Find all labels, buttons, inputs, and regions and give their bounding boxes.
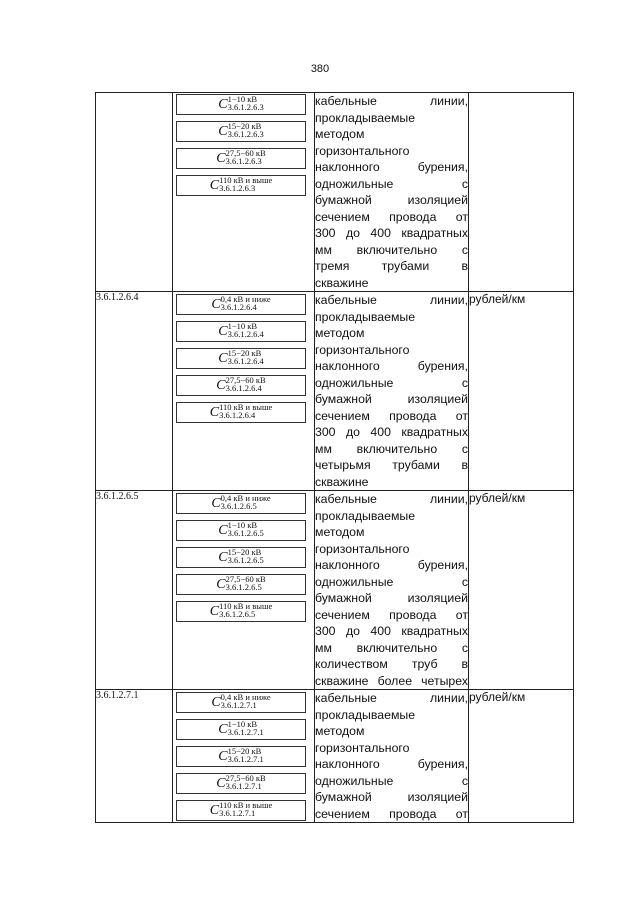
description-line: одножильные с [315,773,468,788]
rate-symbol [176,574,306,595]
rate-symbol-index: 3.6.1.2.6.4 [220,301,257,312]
description-line: одножильные с [315,574,468,589]
rate-symbol-letter: C [218,550,228,565]
table-row [96,93,574,292]
rate-symbol [176,294,306,315]
rate-symbol-voltage: 110 кВ и выше [219,601,273,611]
rate-symbol-letter: C [216,577,226,592]
description-line: 300 до 400 квадратных [315,425,468,439]
description-line: горизонтального [315,541,410,556]
rate-symbol-index: 3.6.1.2.7.1 [227,753,264,764]
unit-of-measure: рублей/км [469,690,574,823]
tariff-table [95,92,574,823]
description-line: скважине [315,275,369,290]
rate-symbol [176,692,306,713]
rate-symbol-letter: C [211,695,221,710]
rate-symbol-voltage: 1−10 кВ [227,520,258,530]
rate-symbol [176,547,306,568]
description-line: прокладываемые [315,110,416,125]
description-line: бумажной изоляцией [315,591,468,605]
rate-symbol-index: 3.6.1.2.6.3 [225,155,262,166]
rate-symbol [176,746,306,767]
description-line: бумажной изоляцией [315,193,468,207]
rate-symbol-voltage: 15−20 кВ [227,121,262,131]
description-line: одножильные с [315,375,468,390]
description-line: наклонного бурения, [315,558,468,572]
rate-symbol-letter: C [209,405,220,420]
description-line: скважине более четырех [315,673,468,688]
rate-symbol-voltage: 15−20 кВ [227,746,262,756]
rate-symbol [176,601,306,622]
description-line: сечением провода от [315,806,468,821]
description-cell [315,491,469,690]
rate-symbol-voltage: 0,4 кВ и ниже [220,493,271,503]
table-row [96,292,574,491]
rate-symbol-index: 3.6.1.2.6.5 [225,581,262,592]
description-line: методом [315,127,365,141]
rate-symbol-voltage: 110 кВ и выше [219,402,273,412]
rate-symbol-voltage: 0,4 кВ и ниже [220,294,271,304]
rate-symbol-voltage: 27,5−60 кВ [225,773,266,783]
rate-symbol-letter: C [211,496,221,511]
description-line: сечением провода от [315,408,468,423]
rate-symbol [176,121,306,142]
rate-symbol [176,175,306,196]
rate-symbol [176,94,306,115]
item-code: 3.6.1.2.6.4 [96,292,173,491]
item-code [96,93,173,292]
description-cell [315,93,469,292]
rate-symbol-index: 3.6.1.2.6.4 [219,409,256,420]
table-body [96,93,574,823]
rate-symbol-index: 3.6.1.2.6.5 [227,527,264,538]
description-line: горизонтального [315,740,410,755]
rate-symbol-index: 3.6.1.2.7.1 [220,699,257,710]
rate-symbol [176,321,306,342]
rate-symbol-index: 3.6.1.2.6.3 [227,101,264,112]
description-line: кабельные линии, [315,94,468,108]
rate-symbol-voltage: 27,5−60 кВ [225,148,266,158]
rate-symbol-index: 3.6.1.2.6.3 [227,128,264,139]
rate-symbol-index: 3.6.1.2.6.3 [219,182,256,193]
rate-symbol-index: 3.6.1.2.6.5 [219,608,256,619]
description-line: бумажной изоляцией [315,790,468,804]
rate-symbol-index: 3.6.1.2.6.4 [227,328,264,339]
rate-symbols-cell [173,292,315,491]
rate-symbol [176,520,306,541]
rate-symbol-letter: C [218,124,228,139]
rate-symbol-letter: C [218,324,228,339]
description-line: тремя трубами в [315,259,468,273]
rate-symbol-voltage: 27,5−60 кВ [225,574,266,584]
page-number: 380 [310,63,330,75]
rate-symbol-letter: C [218,351,228,366]
rate-symbol [176,493,306,514]
description-line: прокладываемые [315,508,416,523]
item-code: 3.6.1.2.6.5 [96,491,173,690]
description-line: четырьмя трубами в [315,458,468,472]
table-row [96,491,574,690]
description-line: мм включительно с [315,441,468,456]
rate-symbol-voltage: 1−10 кВ [227,321,258,331]
rate-symbol [176,348,306,369]
rate-symbol [176,402,306,423]
description-line: кабельные линии, [315,293,468,307]
description-line: кабельные линии, [315,691,468,705]
rate-symbol [176,375,306,396]
description-line: методом [315,326,365,340]
rate-symbol-letter: C [218,523,228,538]
rate-symbol-letter: C [211,297,221,312]
rate-symbol-letter: C [216,151,226,166]
rate-symbol-index: 3.6.1.2.7.1 [227,726,264,737]
rate-symbol-voltage: 15−20 кВ [227,348,262,358]
description-line: 300 до 400 квадратных [315,624,468,638]
description-line: горизонтального [315,143,410,158]
rate-symbol-letter: C [216,378,226,393]
item-code: 3.6.1.2.7.1 [96,690,173,823]
rate-symbol-index: 3.6.1.2.6.4 [227,355,264,366]
rate-symbol-index: 3.6.1.2.6.4 [225,382,262,393]
rate-symbol-voltage: 1−10 кВ [227,94,258,104]
description-line: наклонного бурения, [315,160,468,174]
rate-symbol-letter: C [218,722,228,737]
description-line: скважине [315,474,369,489]
rate-symbol [176,800,306,821]
description-line: 300 до 400 квадратных [315,226,468,240]
rate-symbol-index: 3.6.1.2.7.1 [225,780,262,791]
description-line: сечением провода от [315,607,468,622]
description-line: одножильные с [315,176,468,191]
rate-symbol [176,773,306,794]
rate-symbol-letter: C [209,604,220,619]
rate-symbols-cell [173,491,315,690]
description-line: прокладываемые [315,309,416,324]
rate-symbol-index: 3.6.1.2.6.5 [220,500,257,511]
unit-of-measure: рублей/км [469,292,574,491]
description-line: наклонного бурения, [315,359,468,373]
description-cell [315,690,469,823]
description-line: горизонтального [315,342,410,357]
rate-symbol-letter: C [209,803,220,818]
description-line: методом [315,525,365,539]
rate-symbol-voltage: 110 кВ и выше [219,800,273,810]
rate-symbol-voltage: 0,4 кВ и ниже [220,692,271,702]
rate-symbol-index: 3.6.1.2.6.5 [227,554,264,565]
description-line: мм включительно с [315,242,468,257]
rate-symbols-cell [173,93,315,292]
description-line: методом [315,724,365,738]
unit-of-measure [469,93,574,292]
rate-symbol-letter: C [218,97,228,112]
rate-symbol-letter: C [216,776,226,791]
description-cell [315,292,469,491]
unit-of-measure: рублей/км [469,491,574,690]
rate-symbol-letter: C [218,749,228,764]
description-line: количеством труб в [315,657,468,671]
rate-symbol [176,148,306,169]
rate-symbol-voltage: 15−20 кВ [227,547,262,557]
description-line: мм включительно с [315,640,468,655]
description-line: кабельные линии, [315,492,468,506]
rate-symbol-voltage: 27,5−60 кВ [225,375,266,385]
table-row [96,690,574,823]
rate-symbols-cell [173,690,315,823]
description-line: сечением провода от [315,209,468,224]
description-line: наклонного бурения, [315,757,468,771]
rate-symbol-voltage: 110 кВ и выше [219,175,273,185]
rate-symbol [176,719,306,740]
rate-symbol-letter: C [209,178,220,193]
rate-symbol-index: 3.6.1.2.7.1 [219,807,256,818]
description-line: прокладываемые [315,707,416,722]
description-line: бумажной изоляцией [315,392,468,406]
rate-symbol-voltage: 1−10 кВ [227,719,258,729]
